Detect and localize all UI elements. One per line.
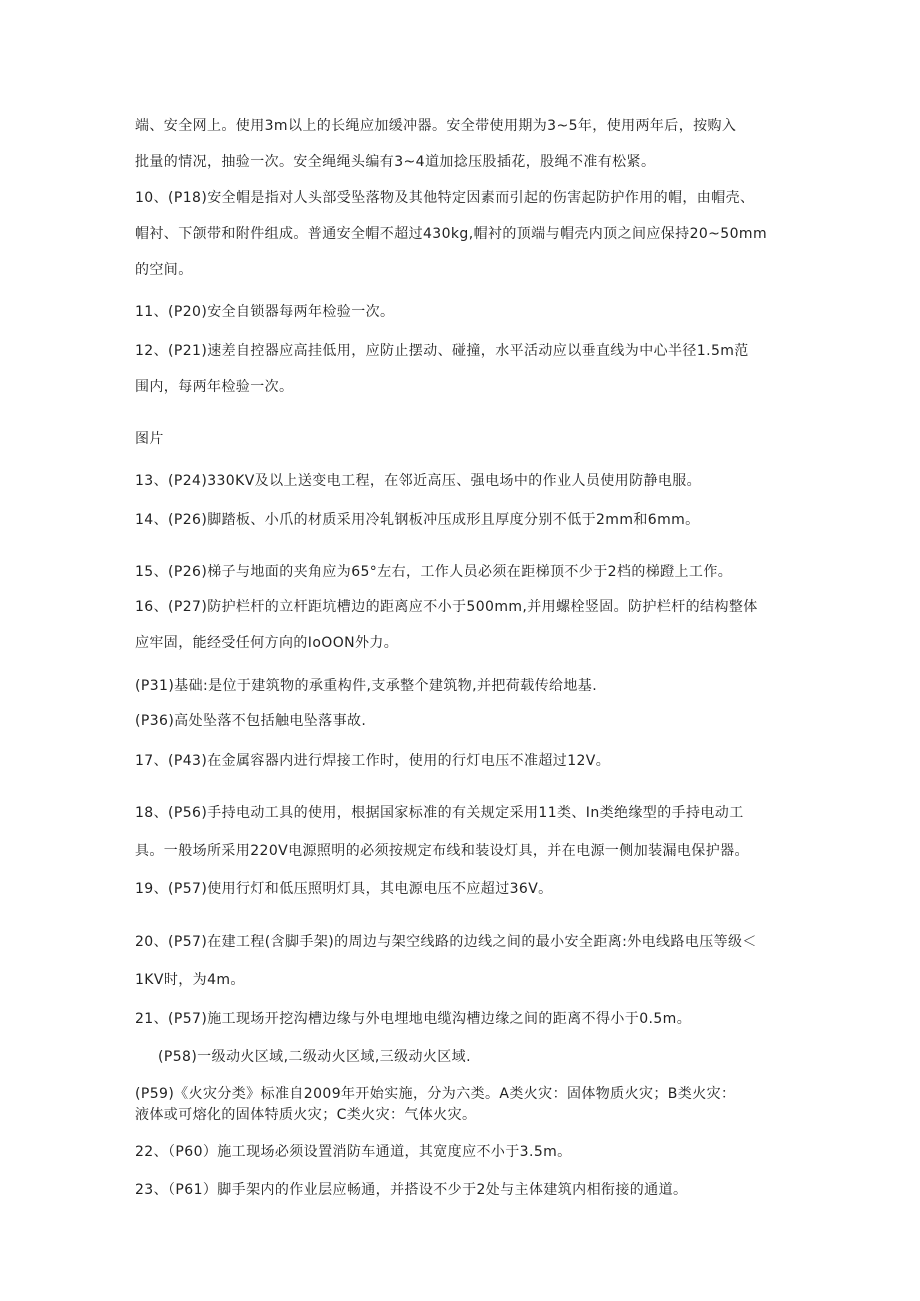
paragraph-item-13: [135, 463, 795, 499]
paragraph-p36: [135, 703, 795, 739]
paragraph-p31: [135, 668, 795, 704]
text-line: 16、(P27)防护栏杆的立杆距坑槽边的距离应不小于500mm,并用螺栓竖固。防护栏杆的结构整体: [135, 599, 758, 615]
paragraph-safety-belt: [135, 108, 795, 180]
text-line: 应牢固，能经受任何方向的IoOON外力。: [135, 635, 399, 651]
text-line: (P58)一级动火区域,二级动火区域,三级动火区域.: [158, 1049, 471, 1065]
text-line: 液体或可熔化的固体特质火灾；C类火灾：气体火灾。: [135, 1107, 477, 1123]
text-line: 22、（P60）施工现场必须设置消防车通道，其宽度应不小于3.5m。: [135, 1144, 572, 1160]
paragraph-item-17: [135, 743, 795, 779]
paragraph-item-11: [135, 294, 795, 330]
paragraph-item-21: [135, 1001, 795, 1037]
text-line: 21、(P57)施工现场开挖沟槽边缘与外电埋地电缆沟槽边缘之间的距离不得小于0.5m。: [135, 1011, 692, 1027]
paragraph-item-14: [135, 502, 795, 538]
paragraph-item-16: [135, 589, 795, 661]
text-line: (P31)基础:是位于建筑物的承重构件,支承整个建筑物,并把荷载传给地基.: [135, 678, 598, 694]
text-line: 1KV时，为4m。: [135, 972, 245, 988]
text-line: 图片: [135, 431, 164, 447]
paragraph-item-23: [135, 1172, 795, 1208]
text-line: 的空间。: [135, 262, 193, 278]
text-line: 端、安全网上。使用3m以上的长绳应加缓冲器。安全带使用期为3~5年，使用两年后，按购入: [135, 118, 737, 134]
text-line: 23、（P61）脚手架内的作业层应畅通，并搭设不少于2处与主体建筑内相衔接的通道。: [135, 1182, 688, 1198]
text-line: 20、(P57)在建工程(含脚手架)的周边与架空线路的边线之间的最小安全距离:外电线路电压等级＜: [135, 934, 757, 950]
text-line: 12、(P21)速差自控器应高挂低用，应防止摆动、碰撞，水平活动应以垂直线为中心半径1.5m范: [135, 343, 749, 359]
text-line: 14、(P26)脚踏板、小爪的材质采用冷轧钢板冲压成形且厚度分别不低于2mm和6mm。: [135, 512, 700, 528]
paragraph-item-15: [135, 554, 795, 590]
text-line: (P36)高处坠落不包括触电坠落事故.: [135, 713, 367, 729]
text-line: 批量的情况，抽验一次。安全绳绳头编有3~4道加捻压股插花，股绳不准有松紧。: [135, 154, 656, 170]
text-line: (P59)《火灾分类》标准自2009年开始实施，分为六类。A类火灾：固体物质火灾；B类火灾：: [135, 1086, 736, 1102]
paragraph-image-label: [135, 421, 795, 457]
paragraph-item-20: [135, 923, 795, 999]
text-line: 15、(P26)梯子与地面的夹角应为65°左右，工作人员必须在距梯顶不少于2档的梯蹬上工作。: [135, 564, 733, 580]
text-line: 10、(P18)安全帽是指对人头部受坠落物及其他特定因素而引起的伤害起防护作用的帽，由帽壳、: [135, 190, 755, 206]
paragraph-item-19: [135, 871, 795, 907]
text-line: 17、(P43)在金属容器内进行焊接工作时，使用的行灯电压不准超过12V。: [135, 753, 611, 769]
paragraph-p59: [135, 1084, 795, 1126]
paragraph-p58: [158, 1039, 818, 1075]
text-line: 13、(P24)330KV及以上送变电工程，在邻近高压、强电场中的作业人员使用防静电服。: [135, 473, 702, 489]
text-line: 具。一般场所采用220V电源照明的必须按规定布线和装设灯具，并在电源一侧加装漏电保护器。: [135, 843, 749, 859]
text-line: 帽衬、下颌带和附件组成。普通安全帽不超过430kg,帽衬的顶端与帽壳内顶之间应保持20~50mm: [135, 226, 767, 242]
paragraph-item-18: [135, 794, 795, 870]
text-line: 11、(P20)安全自锁器每两年检验一次。: [135, 304, 395, 320]
text-line: 19、(P57)使用行灯和低压照明灯具，其电源电压不应超过36V。: [135, 881, 553, 897]
paragraph-item-10: [135, 180, 795, 288]
text-line: 围内，每两年检验一次。: [135, 379, 294, 395]
paragraph-item-12: [135, 333, 795, 405]
text-line: 18、(P56)手持电动工具的使用，根据国家标准的有关规定采用11类、In类绝缘型的手持电动工: [135, 805, 744, 821]
paragraph-item-22: [135, 1134, 795, 1170]
